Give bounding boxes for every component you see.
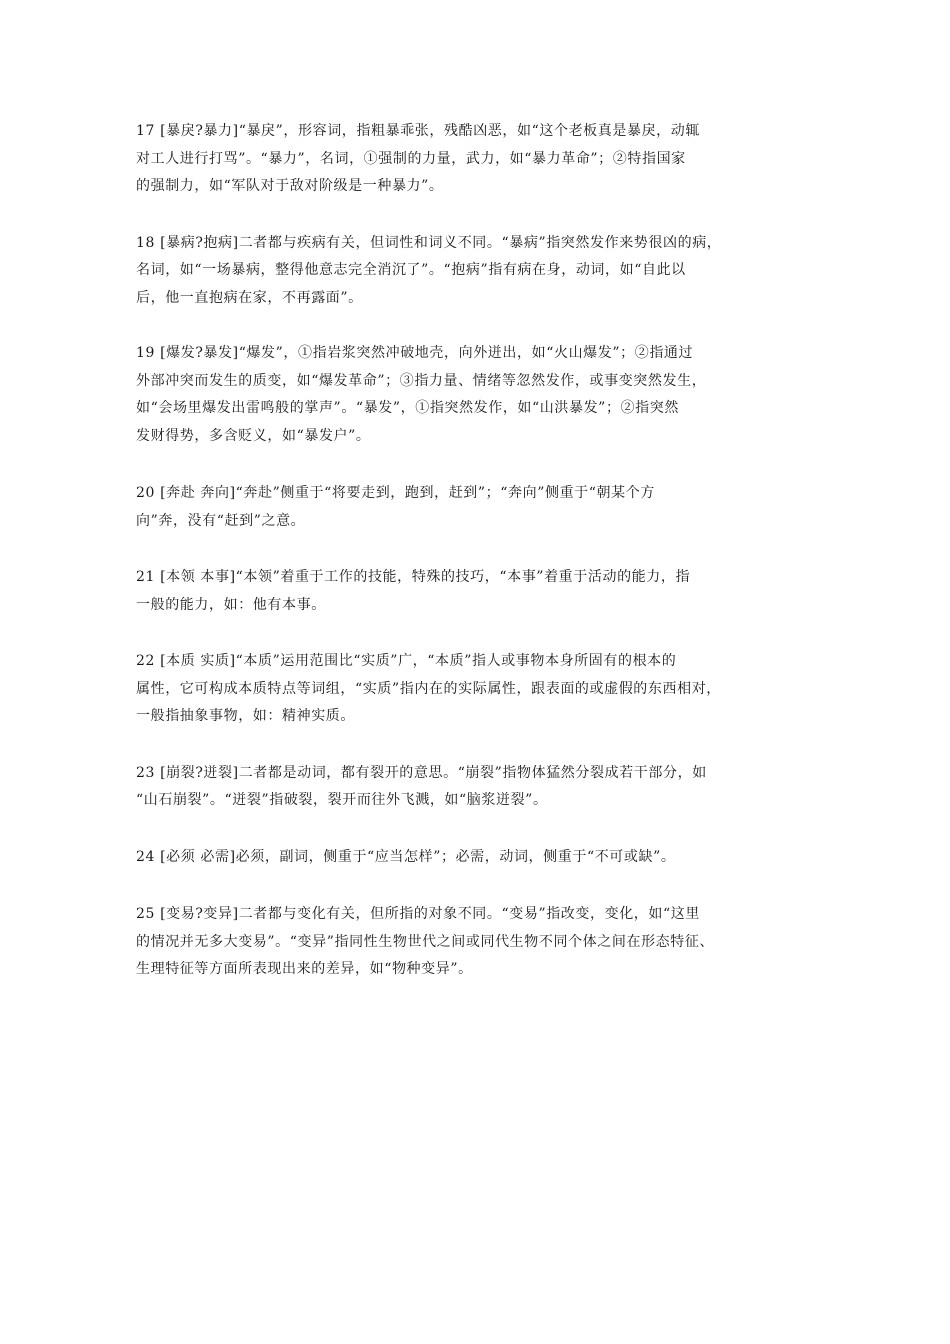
entry-21: [136, 564, 822, 619]
entry-24: [136, 844, 822, 872]
entry-20: [136, 480, 822, 535]
entry-22: [136, 648, 822, 731]
entry-23: [136, 760, 822, 815]
entry-line: 22 [本质 实质]“本质”运用范围比“实质”广，“本质”指人或事物本身所固有的根本的: [136, 653, 677, 669]
entry-line: 21 [本领 本事]“本领”着重于工作的技能，特殊的技巧，“本事”着重于活动的能力，指: [136, 569, 691, 585]
entry-line: 名词，如“一场暴病，整得他意志完全消沉了”。“抱病”指有病在身，动词，如“自此以: [136, 262, 686, 278]
entry-line: 一般指抽象事物，如：精神实质。: [136, 708, 355, 724]
entry-17: [136, 118, 822, 201]
entry-25: [136, 901, 822, 984]
entry-line: 的情况并无多大变易”。“变异”指同性生物世代之间或同代生物不同个体之间在形态特征、: [136, 933, 715, 950]
entry-line: 向”奔，没有“赶到”之意。: [136, 512, 306, 529]
entry-line: “山石崩裂”。“迸裂”指破裂，裂开而往外飞溅，如“脑浆迸裂”。: [136, 792, 548, 808]
entry-line: 后，他一直抱病在家，不再露面”。: [136, 289, 363, 306]
entry-line: 属性，它可构成本质特点等词组，“实质”指内在的实际属性，跟表面的或虚假的东西相对，: [136, 680, 721, 697]
entry-line: 25 [变易?变异]二者都与变化有关，但所指的对象不同。“变易”指改变，变化，如“这里: [136, 906, 700, 922]
entry-line: 19 [爆发?暴发]“爆发”，①指岩浆突然冲破地壳，向外迸出，如“火山爆发”；②指通过: [136, 345, 694, 361]
entry-line: 一般的能力，如：他有本事。: [136, 596, 326, 613]
entry-line: 外部冲突而发生的质变，如“爆发革命”；③指力量、情绪等忽然发作，或事变突然发生，: [136, 372, 707, 389]
entry-line: 如“会场里爆发出雷鸣般的掌声”。“暴发”，①指突然发作，如“山洪暴发”；②指突然: [136, 400, 679, 416]
entry-line: 发财得势，多含贬义，如“暴发户”。: [136, 427, 371, 444]
entry-line: 17 [暴戾?暴力]“暴戾”，形容词，指粗暴乖张，残酷凶恶，如“这个老板真是暴戾，动辄: [136, 123, 700, 139]
entry-line: 的强制力，如“军队对于敌对阶级是一种暴力”。: [136, 178, 444, 194]
entry-line: 对工人进行打骂”。“暴力”，名词，①强制的力量，武力，如“暴力革命”；②特指国家: [136, 150, 686, 167]
document-content: [136, 118, 822, 1012]
entry-18: [136, 230, 822, 313]
entry-line: 23 [崩裂?迸裂]二者都是动词，都有裂开的意思。“崩裂”指物体猛然分裂成若干部分，如: [136, 764, 707, 781]
entry-line: 24 [必须 必需]必须，副词，侧重于“应当怎样”；必需，动词，侧重于“不可或缺”。: [136, 848, 676, 865]
entry-line: 20 [奔赴 奔向]“奔赴”侧重于“将要走到，跑到，赶到”；“奔向”侧重于“朝某个方: [136, 485, 655, 501]
entry-19: [136, 340, 822, 450]
entry-line: 18 [暴病?抱病]二者都与疾病有关，但词性和词义不同。“暴病”指突然发作来势很凶的病，: [136, 234, 722, 251]
entry-line: 生理特征等方面所表现出来的差异，如“物种变异”。: [136, 961, 473, 977]
